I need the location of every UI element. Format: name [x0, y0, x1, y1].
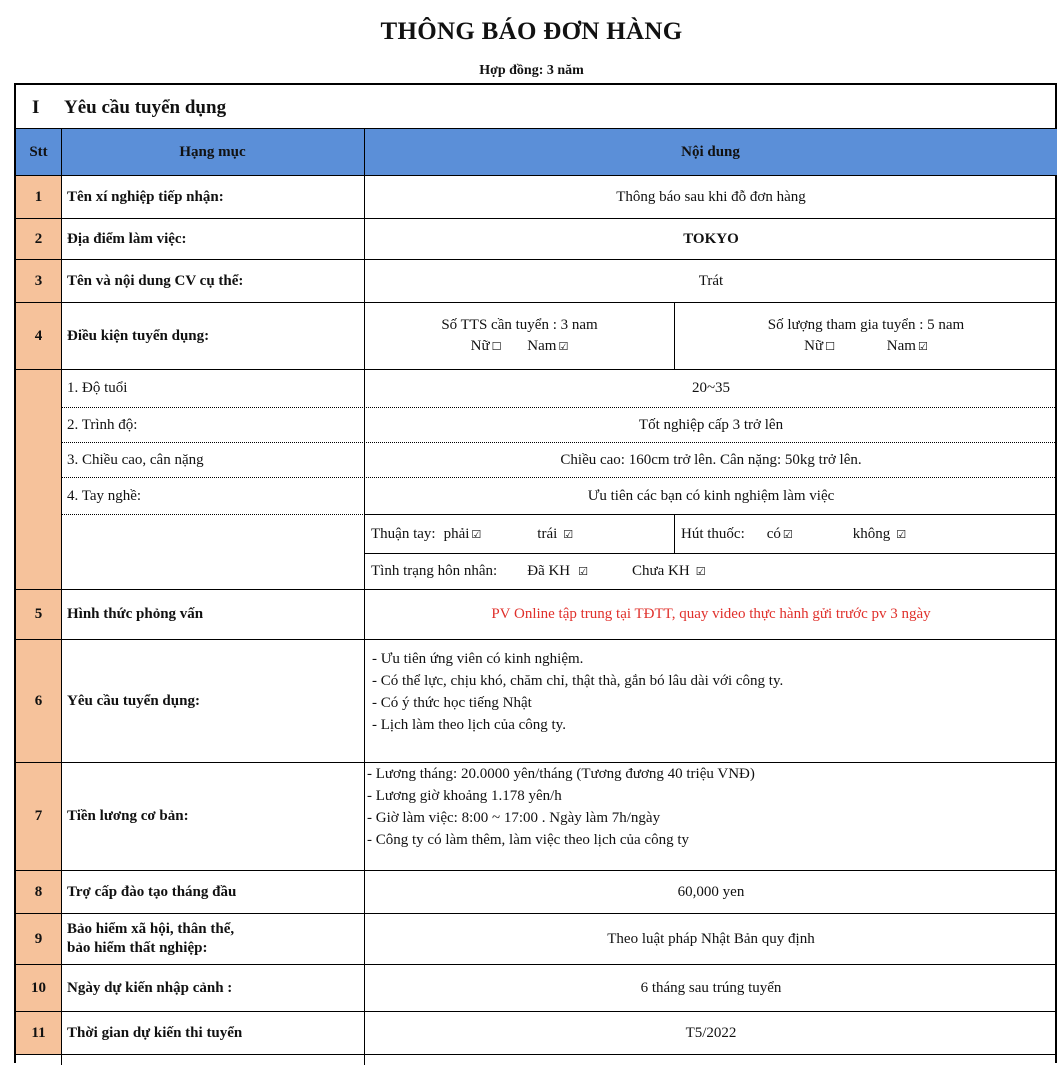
marital-label: Tình trạng hôn nhân:: [371, 563, 498, 579]
criteria-height-value: Chiều cao: 160cm trở lên. Cân nặng: 50kg trở lên.: [560, 451, 862, 468]
row-10-label: Ngày dự kiến nhập cảnh :: [67, 979, 233, 996]
row-4-label: Điều kiện tuyển dụng:: [67, 327, 210, 344]
row-9-value: Theo luật pháp Nhật Bản quy định: [607, 930, 815, 947]
salary-list: [367, 763, 1052, 851]
row-7-stt: 7: [16, 763, 61, 870]
list-item: - Lương tháng: 20.0000 yên/tháng (Tương đương 40 triệu VNĐ): [367, 766, 755, 782]
checkbox-checked-icon: ☑: [578, 565, 589, 578]
list-item: - Lương giờ khoảng 1.178 yên/h: [367, 788, 562, 804]
handed-left-label: trái: [537, 525, 558, 542]
column-content-header: Nội dung: [364, 129, 1057, 175]
row-3-label: Tên và nội dung CV cụ thể:: [67, 272, 244, 289]
row-2-label: Địa điểm làm việc:: [67, 230, 187, 247]
checkbox-checked-icon: ☑: [558, 340, 569, 353]
list-item: - Có ý thức học tiếng Nhật: [372, 695, 532, 711]
checkbox-empty-icon: ☐: [491, 340, 502, 353]
marital-cell: [365, 554, 1057, 589]
smoke-label: Hút thuốc:: [681, 525, 745, 542]
section-roman: I: [32, 97, 40, 118]
row-4-stt: 4: [16, 303, 61, 369]
interview-format-value: PV Online tập trung tại TĐTT, quay video thực hành gửi trước pv 3 ngày: [491, 606, 931, 622]
checkbox-checked-icon: ☑: [471, 527, 482, 541]
recruit-gender-line: [471, 336, 569, 357]
participant-count-cell: [675, 303, 1057, 369]
female-label: Nữ: [804, 338, 824, 354]
row-1-value: Thông báo sau khi đỗ đơn hàng: [616, 188, 806, 205]
row-8-value: 60,000 yen: [677, 883, 745, 900]
criteria-education-value: Tốt nghiệp cấp 3 trở lên: [638, 416, 784, 433]
male-label: Nam: [886, 338, 916, 354]
participant-count-text: Số lượng tham gia tuyển : 5 nam: [767, 317, 965, 333]
handedness-cell: [365, 515, 674, 553]
row-5-label: Hình thức phỏng vấn: [67, 606, 204, 622]
row-5-stt: 5: [16, 590, 61, 639]
recruit-count-text: Số TTS cần tuyển : 3 nam: [441, 317, 598, 333]
row-9-label-line-2: bảo hiểm thất nghiệp:: [67, 940, 208, 956]
row-8-label: Trợ cấp đào tạo tháng đầu: [67, 883, 237, 900]
row-9-stt: 9: [16, 914, 61, 964]
criteria-age-value: 20~35: [691, 379, 731, 396]
list-item: - Có thể lực, chịu khó, chăm chỉ, thật thà, gắn bó lâu dài với công ty.: [372, 673, 784, 689]
participant-gender-line: [804, 336, 928, 357]
smoking-cell: [675, 515, 1057, 553]
row-9-label-line-1: Bảo hiểm xã hội, thân thể,: [67, 921, 235, 937]
smoke-yes-label: có: [766, 525, 781, 542]
checkbox-empty-icon: ☐: [825, 340, 836, 353]
handed-right-label: phải: [443, 525, 470, 542]
row-1-label: Tên xí nghiệp tiếp nhận:: [67, 188, 224, 205]
row-1-stt: 1: [16, 176, 61, 218]
male-label: Nam: [527, 338, 557, 354]
criteria-skill-label: 4. Tay nghề:: [67, 487, 142, 504]
row-11-label: Thời gian dự kiến thi tuyển: [67, 1024, 243, 1041]
row-7-label: Tiền lương cơ bản:: [67, 808, 189, 824]
row-9-label: [62, 914, 364, 964]
row-2-value: TOKYO: [683, 230, 739, 247]
handed-label: Thuận tay:: [371, 525, 436, 542]
single-label: Chưa KH: [632, 563, 690, 579]
list-item: - Ưu tiên ứng viên có kinh nghiệm.: [372, 651, 584, 667]
smoke-no-label: không: [852, 525, 891, 542]
row-6-label: Yêu cầu tuyển dụng:: [67, 692, 200, 709]
requirements-list: [372, 640, 1052, 744]
row-8-stt: 8: [16, 871, 61, 913]
row-3-stt: 3: [16, 260, 61, 302]
criteria-education-label: 2. Trình độ:: [67, 416, 138, 433]
criteria-age-label: 1. Độ tuổi: [67, 379, 128, 396]
checkbox-checked-icon: ☑: [563, 527, 574, 541]
female-label: Nữ: [470, 338, 490, 354]
checkbox-checked-icon: ☑: [782, 527, 793, 541]
row-2-stt: 2: [16, 219, 61, 259]
row-11-stt: 11: [16, 1012, 61, 1054]
column-item-header: Hạng mục: [61, 129, 364, 175]
list-item: - Lịch làm theo lịch của công ty.: [372, 717, 566, 733]
row-11-value: T5/2022: [685, 1024, 737, 1041]
order-table: [14, 83, 1057, 1063]
criteria-height-label: 3. Chiều cao, cân nặng: [67, 451, 204, 468]
checkbox-checked-icon: ☑: [896, 527, 907, 541]
criteria-stt-blank: [16, 370, 61, 589]
row-10-value: 6 tháng sau trúng tuyển: [640, 979, 782, 996]
page-title: THÔNG BÁO ĐƠN HÀNG: [380, 18, 683, 45]
row-6-stt: 6: [16, 640, 61, 762]
married-label: Đã KH: [527, 563, 571, 579]
criteria-skill-value: Ưu tiên các bạn có kinh nghiệm làm việc: [587, 487, 835, 504]
row-3-value: Trát: [698, 272, 724, 289]
list-item: - Công ty có làm thêm, làm việc theo lịch của công ty: [367, 832, 689, 848]
checkbox-checked-icon: ☑: [917, 340, 928, 353]
row-10-stt: 10: [16, 965, 61, 1011]
contract-subtitle: Hợp đồng: 3 năm: [479, 63, 584, 78]
list-item: - Giờ làm việc: 8:00 ~ 17:00 . Ngày làm 7h/ngày: [367, 810, 661, 826]
recruit-count-cell: [365, 303, 674, 369]
checkbox-checked-icon: ☑: [695, 565, 706, 578]
section-title: Yêu cầu tuyển dụng: [64, 97, 227, 118]
column-stt-header: Stt: [16, 129, 61, 175]
